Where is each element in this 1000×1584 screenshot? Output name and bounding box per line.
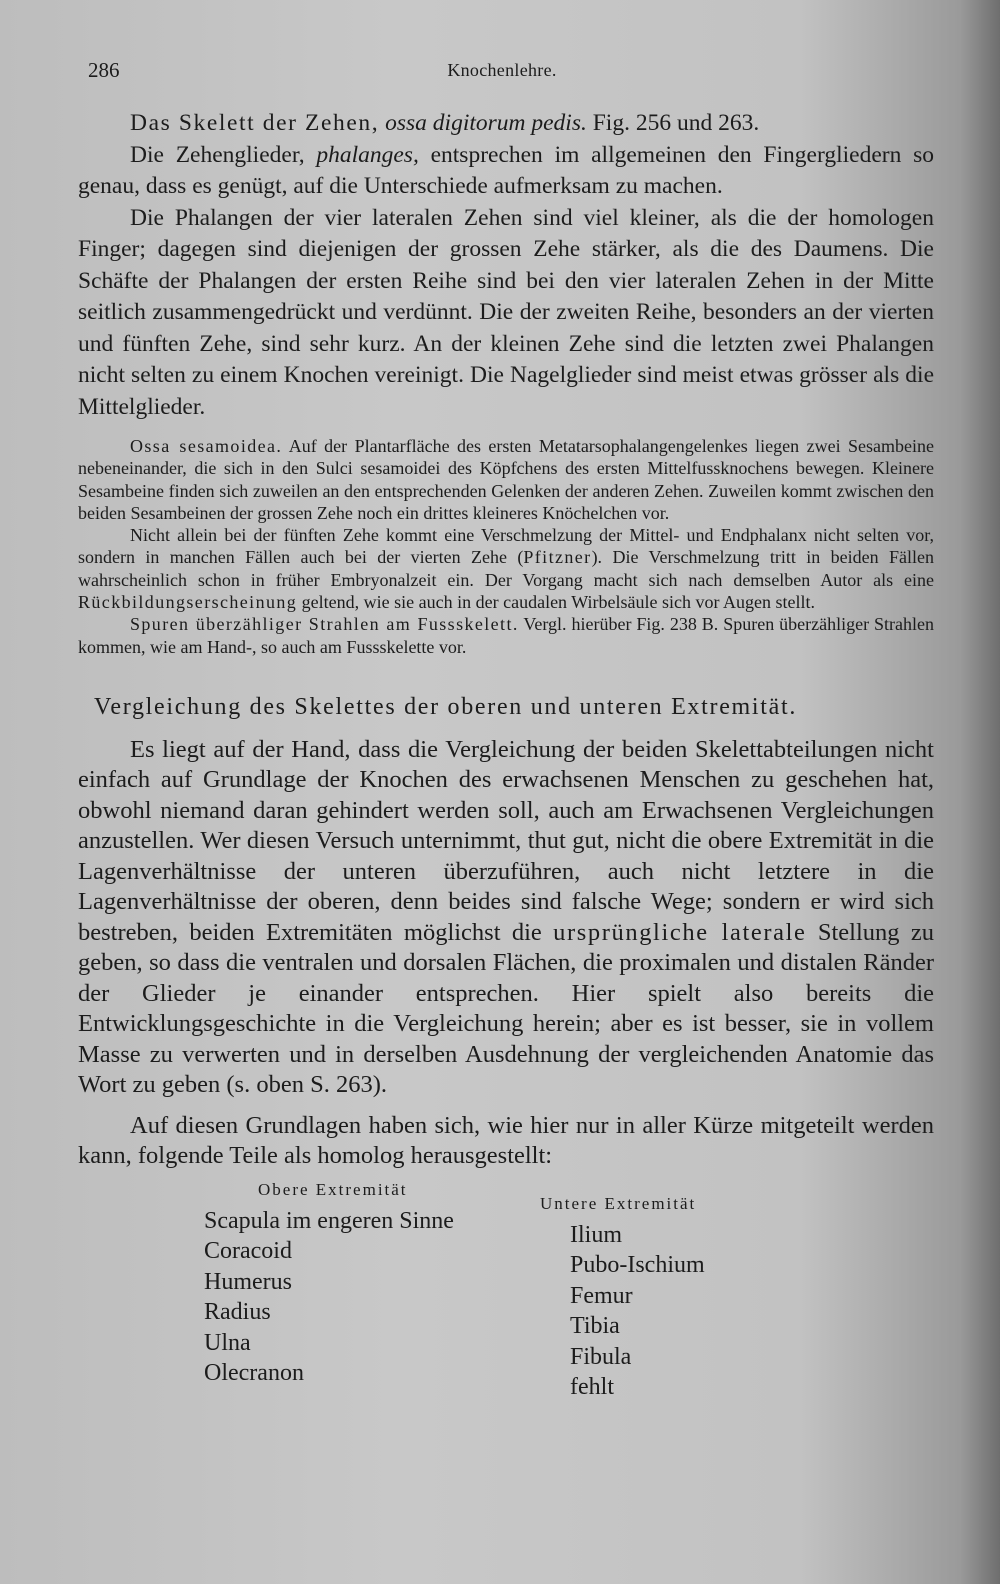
page-header bbox=[88, 58, 916, 88]
list-item: fehlt bbox=[570, 1374, 614, 1401]
list-item: Humerus bbox=[204, 1268, 292, 1295]
heading-figure-ref: Fig. 256 und 263. bbox=[586, 110, 760, 136]
small-print-notes bbox=[78, 435, 934, 658]
column-upper-extremity bbox=[204, 1180, 504, 1389]
list-item: Ulna bbox=[204, 1329, 251, 1356]
list-item: Coracoid bbox=[204, 1238, 292, 1265]
column-heading-lower: Untere Extremität bbox=[540, 1193, 697, 1213]
note-supernumerary-rays: Spuren überzähliger Strahlen am Fussskelett. Vergl. hierüber Fig. 238 B. Spuren überzähliger Strahlen kommen, wie am Hand-, so auch am Fussskelette vor. bbox=[78, 614, 934, 657]
note-sesamoid: Ossa sesamoidea. Auf der Plantarfläche des ersten Metatarsophalangengelenkes liegen zwei Sesambeine nebeneinander, die sich in den Sulci sesamoidei des Köpfchens des ersten Mittelfussknochens bewegen. Kleinere Sesambeine finden sich zuweilen an den entsprechenden Gelenken der anderen Zehen. Zuweilen kommt zwischen den beiden Sesambeinen der grossen Zehe noch ein drittes kleineres Knöchelchen vor. bbox=[78, 436, 934, 523]
section-heading-toes bbox=[78, 108, 934, 140]
section-comparison bbox=[78, 735, 934, 1172]
heading-title: Das Skelett der Zehen, bbox=[130, 110, 380, 136]
paragraph-homologous-parts: Auf diesen Grundlagen haben sich, wie hier nur in aller Kürze mitgeteilt werden kann, folgende Teile als homolog herausgestellt: bbox=[78, 1111, 934, 1170]
section-title-comparison: Vergleichung des Skelettes der oberen und unteren Extremität. bbox=[94, 693, 798, 720]
column-lower-extremity bbox=[540, 1180, 800, 1403]
list-item: Radius bbox=[204, 1299, 271, 1326]
term-original-position: ursprüngliche laterale bbox=[553, 918, 807, 946]
section-toe-skeleton bbox=[78, 108, 934, 423]
heading-latin: ossa digitorum pedis. bbox=[385, 110, 587, 136]
page-number: 286 bbox=[88, 58, 120, 82]
paragraph-lateral-toes: Die Phalangen der vier lateralen Zehen sind viel kleiner, als die der homologen Finger; dagegen sind diejenigen der grossen Zehe stärker, als die des Daumens. Die Schäfte der Phalangen der ersten Reihe sind bei den vier lateralen Zehen in der Mitte seitlich zusammengedrückt und verdünnt. Die der zweiten Reihe, besonders an der vierten und fünften Zehe, sind sehr kurz. An der kleinen Zehe sind die letzten zwei Phalangen nicht selten zu einem Knochen vereinigt. Die Nagelglieder sind meist etwas grösser als die Mittelglieder. bbox=[78, 204, 934, 420]
note-sesamoid-term: Ossa sesamoidea. bbox=[130, 436, 283, 456]
homology-table bbox=[78, 1180, 934, 1420]
list-item: Fibula bbox=[570, 1343, 632, 1370]
list-item: Ilium bbox=[570, 1221, 622, 1248]
paragraph-phalanges: Die Zehenglieder, phalanges, entsprechen im allgemeinen den Fingergliedern so genau, dass es genügt, auf die Unterschiede aufmerksam zu machen. bbox=[78, 141, 934, 199]
body-text bbox=[78, 108, 934, 1420]
term-regression: Rückbildungserscheinung bbox=[78, 592, 298, 613]
author-name: Pfitzner bbox=[523, 547, 592, 568]
list-item: Femur bbox=[570, 1282, 633, 1309]
note-rays-term: Spuren überzähliger Strahlen am Fussskelett. bbox=[130, 614, 519, 635]
list-item: Tibia bbox=[570, 1313, 620, 1340]
column-heading-upper: Obere Extremität bbox=[258, 1179, 408, 1199]
running-head: Knochenlehre. bbox=[447, 60, 557, 80]
list-item: Pubo-Ischium bbox=[570, 1252, 705, 1279]
list-item: Scapula im engeren Sinne bbox=[204, 1207, 454, 1234]
note-fusion: Nicht allein bei der fünften Zehe kommt eine Verschmelzung der Mittel- und Endphalanx nicht selten vor, sondern in manchen Fällen auch bei der vierten Zehe (Pfitzner). Die Verschmelzung tritt in beiden Fällen wahrscheinlich schon in früher Embryonalzeit ein. Der Vorgang macht sich nach demselben Autor als eine Rückbildungserscheinung geltend, wie sie auch in der caudalen Wirbelsäule sich vor Augen stellt. bbox=[78, 525, 935, 613]
list-item: Olecranon bbox=[204, 1360, 304, 1387]
term-phalanges: phalanges, bbox=[316, 141, 419, 168]
paragraph-comparison-method: Es liegt auf der Hand, dass die Vergleichung der beiden Skelettabteilungen nicht einfach auf Grundlage der Knochen des erwachsenen Menschen zu geschehen hat, obwohl niemand daran gehindert werden soll, auch am Erwachsenen Vergleichungen anzustellen. Wer diesen Versuch unternimmt, thut gut, nicht die obere Extremität in die Lagenverhältnisse der unteren überzuführen, auch nicht letztere in die Lagenverhältnisse der oberen, denn beides sind falsche Wege; sondern er wird sich bestreben, beiden Extremitäten möglichst die ursprüngliche laterale Stellung zu geben, so dass die ventralen und dorsalen Flächen, die proximalen und distalen Ränder der Glieder je einander entsprechen. Hier spielt also bereits die Entwicklungsgeschichte in die Vergleichung herein; aber es ist besser, sie in vollem Masse zu verwerten und in derselben Ausdehnung der vergleichenden Anatomie das Wort zu geben (s. oben S. 263). bbox=[78, 735, 934, 1099]
